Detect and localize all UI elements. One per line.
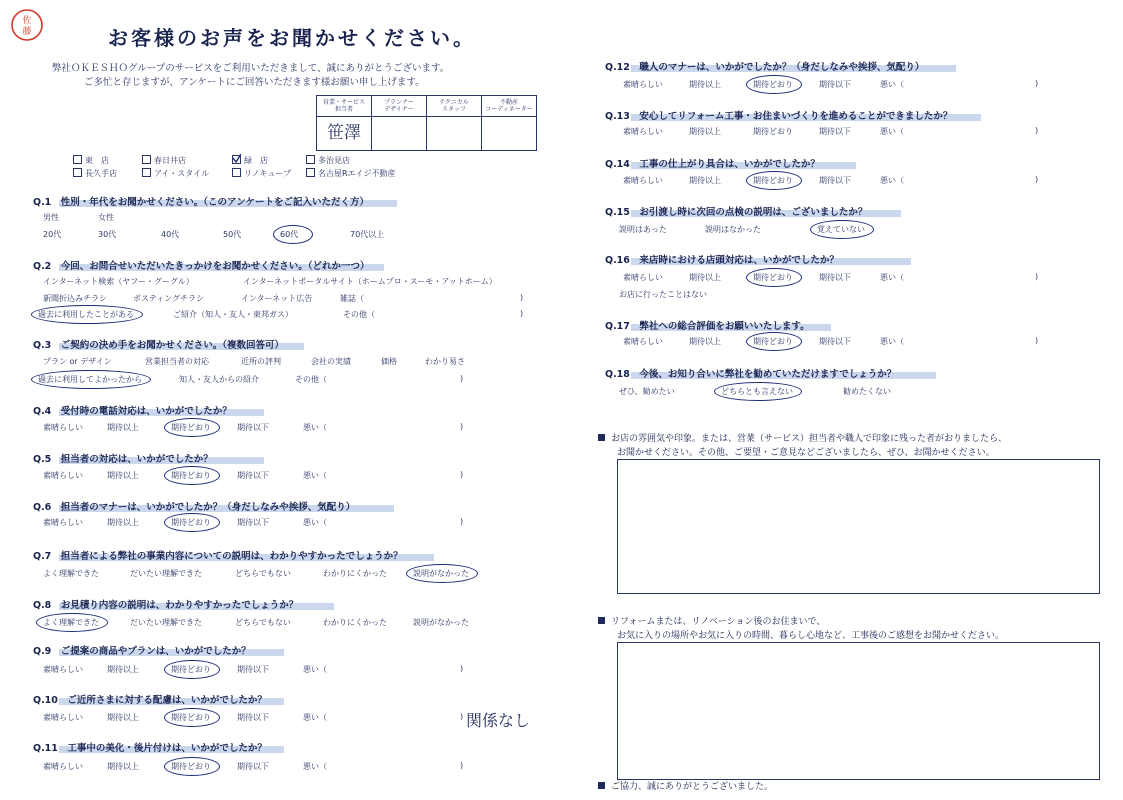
staff-value-sales[interactable]: 笹澤 (317, 117, 372, 151)
free-text-2-line-1: リフォームまたは、リノベーション後のお住まいで、 (598, 614, 825, 627)
branch-option[interactable] (142, 155, 186, 166)
answer-option[interactable]: 期待以下 (819, 127, 851, 136)
answer-option[interactable]: 期待どおり (171, 471, 211, 480)
answer-option[interactable]: 悪い（ (303, 762, 327, 771)
answer-option[interactable]: インターネットポータルサイト（ホームプロ・スーモ・アットホーム） (243, 277, 497, 286)
question-label: Q.17 弊社への総合評価をお願いいたします。 (605, 321, 810, 332)
free-text-1-line-2: お聞かせください。その他、ご要望・ご意見などございましたら、ぜひ、お聞かせください。 (617, 448, 995, 458)
branch-option[interactable] (232, 168, 291, 179)
question-label: Q.16 来店時における店頭対応は、いかがでしたか？ (605, 255, 839, 266)
answer-option[interactable]: 期待どおり (171, 423, 211, 432)
branch-option[interactable] (306, 155, 350, 166)
answer-option[interactable]: 悪い（ (880, 337, 904, 346)
selected-circle-mark (714, 382, 802, 401)
answer-option[interactable]: 素晴らしい (43, 423, 83, 432)
answer-option[interactable]: 説明がなかった (413, 569, 469, 578)
branch-option[interactable] (306, 168, 396, 179)
answer-option[interactable]: 素晴らしい (43, 518, 83, 527)
staff-value-realestate[interactable] (482, 117, 537, 151)
intro-line-2: ご多忙と存じますが、アンケートにご回答いただきます様お願い申し上げます。 (84, 77, 425, 88)
selected-circle-mark (164, 660, 220, 679)
answer-option[interactable]: 期待以下 (819, 176, 851, 185)
answer-option[interactable]: 悪い（ (880, 80, 904, 89)
answer-option[interactable]: 期待以下 (237, 665, 269, 674)
close-paren: ) (1035, 175, 1039, 184)
answer-option[interactable]: 30代 (98, 230, 117, 239)
selected-circle-mark (164, 708, 220, 727)
checkbox-icon[interactable] (73, 155, 82, 164)
answer-option[interactable]: 期待以下 (237, 762, 269, 771)
answer-option[interactable]: 説明がなかった (413, 618, 469, 627)
answer-option[interactable]: 知人・友人からの紹介 (179, 375, 259, 384)
answer-option[interactable]: 近所の評判 (241, 357, 281, 366)
answer-option[interactable]: 期待どおり (753, 80, 793, 89)
staff-value-technical[interactable] (427, 117, 482, 151)
selected-circle-mark (746, 75, 802, 94)
question-label: Q.14 工事の仕上がり具合は、いかがでしたか？ (605, 159, 820, 170)
staff-table (316, 95, 537, 151)
answer-option[interactable]: 素晴らしい (623, 127, 663, 136)
svg-text:藤: 藤 (22, 27, 32, 37)
answer-option[interactable]: 新聞折込みチラシ (43, 294, 107, 303)
answer-option[interactable]: 40代 (161, 230, 180, 239)
question-label: Q.3 ご契約の決め手をお聞かせください。（複数回答可） (33, 340, 285, 351)
branch-option[interactable] (232, 155, 268, 166)
answer-option[interactable]: 期待以上 (689, 176, 721, 185)
answer-option[interactable]: ご紹介（知人・友人・東邦ガス） (173, 310, 293, 319)
close-paren: ) (460, 470, 464, 479)
branch-label: リノキューブ (244, 169, 291, 178)
answer-option[interactable]: 期待以下 (237, 423, 269, 432)
answer-option[interactable]: 素晴らしい (43, 665, 83, 674)
seal-stamp (10, 8, 44, 42)
question-label: Q.2 今回、お問合せいただいたきっかけをお聞かせください。（どれか一つ） (33, 261, 370, 272)
answer-option[interactable]: 悪い（ (880, 176, 904, 185)
answer-option[interactable]: 価格 (381, 357, 397, 366)
branch-label: 名古屋Rエイジ不動産 (318, 169, 396, 178)
answer-option[interactable]: だいたい理解できた (130, 569, 202, 578)
answer-option[interactable]: 悪い（ (303, 471, 327, 480)
checkbox-icon[interactable] (73, 168, 82, 177)
answer-option[interactable]: 素晴らしい (623, 176, 663, 185)
answer-option[interactable]: 期待以上 (689, 127, 721, 136)
selected-circle-mark (31, 305, 143, 324)
answer-option[interactable]: 悪い（ (880, 273, 904, 282)
free-text-1-answer[interactable] (617, 459, 1100, 594)
answer-option[interactable]: 期待以下 (237, 471, 269, 480)
branch-label: 長久手店 (85, 169, 117, 178)
answer-option[interactable]: 素晴らしい (623, 337, 663, 346)
answer-option[interactable]: 期待以下 (237, 518, 269, 527)
closing-text: ご協力、誠にありがとうございました。 (598, 779, 773, 792)
staff-header-planner: プランナー デザイナー (372, 96, 427, 117)
answer-option[interactable]: 期待以下 (819, 80, 851, 89)
answer-option[interactable]: 悪い（ (880, 127, 904, 136)
answer-option[interactable]: 素晴らしい (43, 762, 83, 771)
staff-value-planner[interactable] (372, 117, 427, 151)
answer-option[interactable]: わかりにくかった (323, 569, 387, 578)
svg-text:佐: 佐 (22, 16, 32, 26)
staff-header-realestate: 不動産 コーディネーター (482, 96, 537, 117)
answer-option[interactable]: 期待以上 (107, 665, 139, 674)
question-label: Q.1 性別・年代をお聞かせください。（このアンケートをご記入いただく方） (33, 197, 369, 208)
answer-option[interactable]: わかりにくかった (323, 618, 387, 627)
answer-option[interactable]: 覚えていない (817, 225, 865, 234)
selected-circle-mark (164, 513, 220, 532)
answer-option[interactable]: 20代 (43, 230, 62, 239)
answer-option[interactable]: どちらでもない (235, 569, 291, 578)
answer-option[interactable]: 説明はあった (619, 225, 667, 234)
answer-option[interactable]: 男性 (43, 213, 59, 222)
selected-circle-mark (746, 171, 802, 190)
question-label: Q.5 担当者の対応は、いかがでしたか？ (33, 454, 213, 465)
selected-circle-mark (746, 332, 802, 351)
answer-option[interactable]: 素晴らしい (623, 80, 663, 89)
answer-option[interactable]: ぜひ、勧めたい (619, 387, 675, 396)
answer-option[interactable]: 過去に利用してよかったから (38, 375, 142, 384)
answer-option[interactable]: 期待以上 (107, 713, 139, 722)
branch-label: アイ・スタイル (154, 169, 210, 178)
answer-option[interactable]: 素晴らしい (43, 471, 83, 480)
selected-circle-mark (164, 466, 220, 485)
answer-option[interactable]: 期待以下 (237, 713, 269, 722)
answer-option[interactable]: 営業担当者の対応 (145, 357, 209, 366)
close-paren: ) (520, 293, 524, 302)
answer-option[interactable]: 悪い（ (303, 713, 327, 722)
answer-option[interactable]: 悪い（ (303, 423, 327, 432)
answer-option[interactable]: 期待どおり (171, 713, 211, 722)
question-label: Q.10 ご近所さまに対する配慮は、いかがでしたか？ (33, 695, 267, 706)
question-label: Q.15 お引渡し時に次回の点検の説明は、ございましたか？ (605, 207, 868, 218)
answer-option[interactable]: 期待以下 (819, 337, 851, 346)
answer-option[interactable]: プラン or デザイン (43, 357, 112, 366)
answer-option[interactable]: 期待以上 (689, 337, 721, 346)
answer-option[interactable]: 期待どおり (171, 762, 211, 771)
selected-circle-mark (164, 418, 220, 437)
branch-option[interactable] (73, 168, 117, 179)
checkbox-icon[interactable] (142, 155, 151, 164)
answer-option[interactable]: 70代以上 (350, 230, 385, 239)
answer-option[interactable]: 50代 (223, 230, 242, 239)
checkbox-icon[interactable] (306, 155, 315, 164)
close-paren: ) (1035, 336, 1039, 345)
answer-option[interactable]: 悪い（ (303, 665, 327, 674)
answer-option[interactable]: 期待どおり (753, 337, 793, 346)
answer-option[interactable]: 雑誌（ (340, 294, 364, 303)
answer-option[interactable]: 過去に利用したことがある (38, 310, 134, 319)
close-paren: ) (1035, 126, 1039, 135)
question-label: Q.12 職人のマナーは、いかがでしたか？（身だしなみや挨拶、気配り） (605, 62, 925, 73)
staff-header-technical: テクニカル スタッフ (427, 96, 482, 117)
branch-label: 多治見店 (318, 156, 350, 165)
checkbox-icon[interactable] (232, 168, 241, 177)
answer-option[interactable]: 期待以上 (107, 471, 139, 480)
answer-option[interactable]: どちらでもない (235, 618, 291, 627)
free-text-2-line-2: お気に入りの場所やお気に入りの時間、暮らし心地など、工事後のご感想をお聞かせください。 (617, 631, 1005, 641)
question-label: Q.8 お見積り内容の説明は、わかりやすかったでしょうか？ (33, 600, 299, 611)
branch-option[interactable] (142, 168, 209, 179)
answer-option[interactable]: わかり易さ (425, 357, 465, 366)
checkbox-icon[interactable] (142, 168, 151, 177)
free-text-2-answer[interactable] (617, 642, 1100, 780)
question-label: Q.9 ご提案の商品やプランは、いかがでしたか？ (33, 646, 251, 657)
answer-option[interactable]: 期待以上 (689, 273, 721, 282)
answer-option[interactable]: 悪い（ (303, 518, 327, 527)
selected-circle-mark (164, 757, 220, 776)
selected-circle-mark (810, 220, 874, 239)
question-label: Q.13 安心してリフォーム工事・お住まいづくりを進めることができましたか？ (605, 111, 953, 122)
answer-option[interactable]: 期待どおり (753, 273, 793, 282)
answer-option[interactable]: 期待どおり (171, 665, 211, 674)
close-paren: ) (460, 422, 464, 431)
branch-label: 緑 店 (244, 156, 268, 165)
answer-option[interactable]: 説明はなかった (705, 225, 761, 234)
answer-option[interactable]: 期待以上 (107, 423, 139, 432)
answer-option[interactable]: 60代 (280, 230, 299, 239)
answer-option[interactable]: その他（ (295, 375, 327, 384)
question-label: Q.18 今後、お知り合いに弊社を勧めていただけますでしょうか？ (605, 369, 897, 380)
answer-option[interactable]: 期待以下 (819, 273, 851, 282)
close-paren: ) (460, 517, 464, 526)
selected-circle-mark (746, 268, 802, 287)
selected-circle-mark (36, 613, 108, 632)
answer-option[interactable]: だいたい理解できた (130, 618, 202, 627)
answer-option[interactable]: お店に行ったことはない (619, 290, 707, 299)
answer-option[interactable]: 期待以上 (107, 518, 139, 527)
close-paren: ) (520, 309, 524, 318)
page-title: お客様のお声をお聞かせください。 (108, 26, 476, 50)
close-paren: ) (460, 761, 464, 770)
answer-option[interactable]: 期待以上 (689, 80, 721, 89)
selected-circle-mark (406, 564, 478, 583)
answer-option[interactable]: ポスティングチラシ (133, 294, 205, 303)
branch-option[interactable] (73, 155, 109, 166)
question-label: Q.4 受付時の電話対応は、いかがでしたか？ (33, 406, 232, 417)
answer-option[interactable]: インターネット広告 (241, 294, 313, 303)
selected-circle-mark (31, 370, 151, 389)
checkbox-icon[interactable] (306, 168, 315, 177)
answer-option[interactable]: 素晴らしい (43, 713, 83, 722)
answer-option[interactable]: インターネット検索（ヤフー・グーグル） (43, 277, 194, 286)
free-text-1-line-1: お店の雰囲気や印象。または、営業（サービス）担当者や職人で印象に残った者がおりましたら、 (598, 431, 1007, 444)
answer-option[interactable]: 期待以上 (107, 762, 139, 771)
answer-option[interactable]: どちらとも言えない (721, 387, 793, 396)
checkbox-checked-icon[interactable] (232, 155, 241, 164)
answer-option[interactable]: 期待どおり (753, 127, 793, 136)
staff-header-sales: 営業・サービス 担当者 (317, 96, 372, 117)
answer-option[interactable]: よく理解できた (43, 618, 99, 627)
close-paren: ) (460, 712, 464, 721)
answer-option[interactable]: 勧めたくない (843, 387, 891, 396)
branch-label: 春日井店 (154, 156, 186, 165)
question-label: Q.11 工事中の美化・後片付けは、いかがでしたか？ (33, 743, 267, 754)
answer-option[interactable]: 女性 (98, 213, 114, 222)
intro-line-1: 弊社ＯＫＥＳＨＯグループのサービスをご利用いただきまして、誠にありがとうございます。 (52, 63, 450, 74)
answer-option[interactable]: 期待どおり (171, 518, 211, 527)
close-paren: ) (1035, 79, 1039, 88)
question-label: Q.7 担当者による弊社の事業内容についての説明は、わかりやすかったでしょうか？ (33, 551, 403, 562)
selected-circle-mark (273, 225, 313, 244)
answer-option[interactable]: よく理解できた (43, 569, 99, 578)
close-paren: ) (460, 664, 464, 673)
close-paren: ) (1035, 272, 1039, 281)
answer-option[interactable]: 素晴らしい (623, 273, 663, 282)
question-label: Q.6 担当者のマナーは、いかがでしたか？（身だしなみや挨拶、気配り） (33, 502, 356, 513)
answer-option[interactable]: その他（ (343, 310, 375, 319)
answer-option[interactable]: 会社の実績 (311, 357, 351, 366)
branch-label: 東 店 (85, 156, 109, 165)
close-paren: ) (460, 374, 464, 383)
handwritten-note-q10: 関係なし (466, 711, 531, 730)
answer-option[interactable]: 期待どおり (753, 176, 793, 185)
